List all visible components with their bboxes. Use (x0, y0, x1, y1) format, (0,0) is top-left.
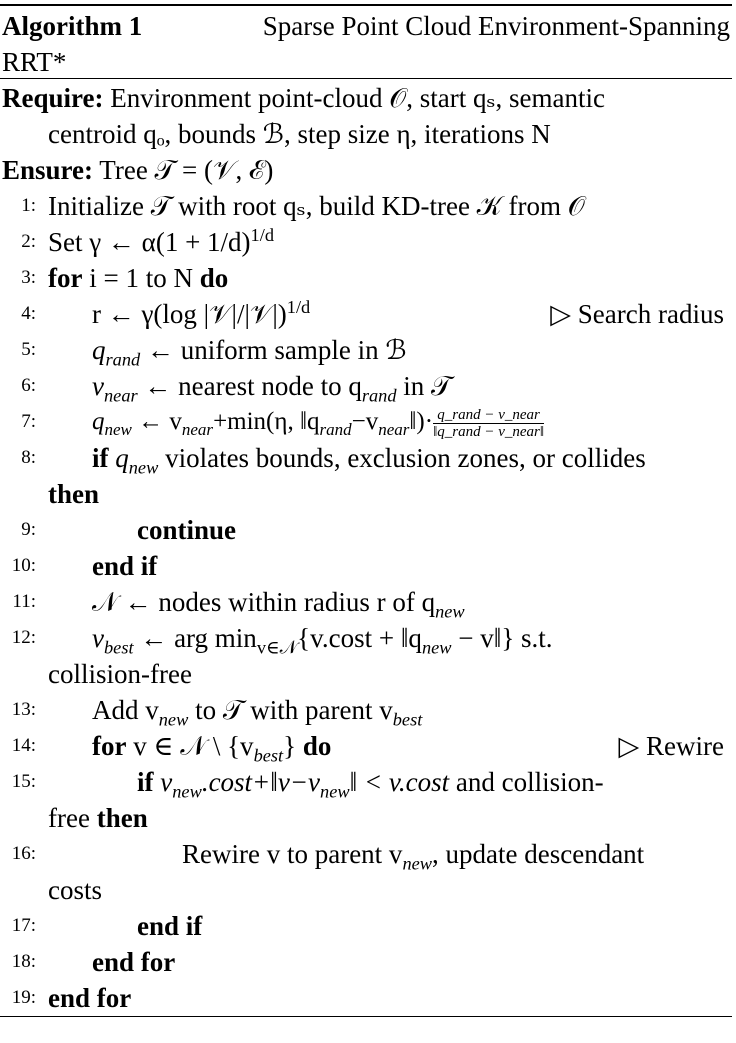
step-text (92, 620, 553, 656)
step-text: costs (48, 875, 102, 905)
sub: new (402, 853, 433, 874)
text: r ← γ(log |𝒱|/|𝒱|) (92, 299, 287, 329)
text: free (48, 803, 90, 833)
step-text (48, 260, 228, 296)
line-number: 10: (11, 555, 36, 576)
keyword: then (48, 479, 100, 509)
text: − v‖} s.t. (451, 623, 553, 653)
title-continuation: RRT* (2, 47, 67, 77)
keyword: do (199, 263, 229, 293)
line-number: 9: (21, 519, 36, 540)
step-text (92, 368, 452, 404)
text: i = 1 to N (89, 263, 193, 293)
numerator: q_rand − v_near (433, 407, 544, 424)
line-number: 6: (21, 375, 36, 396)
line-number: 15: (11, 771, 36, 792)
sub: best (392, 709, 423, 730)
text: Set γ ← α(1 + 1/d) (48, 227, 251, 257)
step-text (182, 836, 644, 872)
line-number: 16: (11, 843, 36, 864)
text: v ∈ 𝒩 \ {v (133, 731, 254, 761)
line-number: 11: (12, 591, 36, 612)
bottom-rule (0, 1016, 732, 1017)
var: q (92, 408, 105, 435)
line-number: 12: (11, 627, 36, 648)
algorithm-title: Sparse Point Cloud Environment-Spanning (262, 11, 730, 41)
text: ← uniform sample in ℬ (140, 335, 407, 365)
text: ‖)· (409, 408, 434, 435)
text: violates bounds, exclusion zones, or collides (158, 443, 646, 473)
caption-rule (0, 78, 732, 79)
line-number: 5: (21, 339, 36, 360)
sub: new (435, 601, 465, 622)
line-number: 19: (11, 987, 36, 1008)
sub: new (158, 709, 189, 730)
line-number: 3: (21, 267, 36, 288)
sub: near (378, 420, 410, 439)
keyword: end if (92, 551, 158, 581)
step-text (92, 584, 465, 620)
sub: best (103, 637, 134, 658)
step-text (92, 692, 422, 728)
text: in 𝒯 (396, 371, 452, 401)
keyword: end for (92, 947, 176, 977)
require-keyword: Require: (2, 83, 104, 113)
keyword: if (92, 443, 109, 473)
keyword: do (302, 731, 332, 761)
var: v (92, 623, 104, 653)
sub: rand (361, 385, 397, 406)
exponent: 1/d (286, 297, 311, 317)
sub: rand (105, 349, 141, 370)
line-number: 18: (11, 951, 36, 972)
step-text: collision-free (48, 659, 192, 689)
keyword: if (137, 767, 154, 797)
keyword: for (92, 731, 127, 761)
var: v (92, 371, 104, 401)
keyword: end if (137, 911, 203, 941)
sub: new (104, 420, 132, 439)
text: and collision- (449, 767, 604, 797)
step-text (92, 728, 331, 764)
text: Rewire v to parent v (182, 839, 403, 869)
text: −v (351, 408, 379, 435)
line-number: 4: (21, 303, 36, 324)
comment: ▷ Rewire (618, 731, 724, 761)
step-text (137, 764, 604, 800)
text: } (283, 731, 297, 761)
step-text (48, 224, 274, 260)
line-number: 7: (21, 411, 36, 432)
var: q (115, 443, 129, 473)
algorithm-label: Algorithm 1 (2, 11, 143, 41)
text: Add v (92, 695, 159, 725)
step-text (48, 800, 148, 836)
keyword: end for (48, 983, 132, 1013)
keyword: for (48, 263, 83, 293)
sub: new (421, 637, 452, 658)
line-number: 8: (21, 447, 36, 468)
line-number: 14: (11, 735, 36, 756)
line-number: 17: (11, 915, 36, 936)
keyword: then (96, 803, 148, 833)
text: ‖ < v.cost (349, 767, 450, 797)
sub: near (103, 385, 138, 406)
ensure-line (2, 152, 730, 188)
step-text (92, 332, 407, 368)
fraction (433, 407, 544, 440)
require-line (2, 80, 730, 116)
step-text (92, 296, 310, 332)
line-number: 1: (21, 195, 36, 216)
text: ← v (131, 408, 182, 435)
sub: new (320, 781, 350, 802)
line-number: 13: (11, 699, 36, 720)
sub: new (172, 781, 202, 802)
text: 𝒩 ← nodes within radius r of q (92, 587, 436, 617)
algorithm-title-line2 (2, 44, 730, 80)
keyword: continue (137, 515, 237, 545)
step-text (92, 440, 646, 476)
step-text (92, 404, 544, 440)
sub: near (181, 420, 214, 439)
step-text: Initialize 𝒯 with root qₛ, build KD-tree 𝒦 from 𝒪 (48, 191, 585, 221)
text: +min(η, ‖q (213, 408, 320, 435)
sub: v∈𝒩 (256, 637, 298, 658)
var: q (92, 335, 106, 365)
var: v (160, 767, 173, 797)
require-text-2: centroid qₒ, bounds ℬ, step size η, iterations N (48, 119, 551, 149)
ensure-text: Tree 𝒯 = (𝒱, ℰ) (99, 155, 274, 185)
exponent: 1/d (250, 225, 275, 245)
algorithm-caption (2, 8, 730, 44)
text: {v.cost + ‖q (297, 623, 422, 653)
comment: ▷ Search radius (550, 299, 724, 329)
text: ← arg min (133, 623, 257, 653)
text: to 𝒯 with parent v (188, 695, 393, 725)
require-text: Environment point-cloud 𝒪, start qₛ, semantic (110, 83, 606, 113)
denominator: ‖q_rand − v_near‖ (433, 423, 545, 440)
line-number: 2: (21, 231, 36, 252)
sub: new (128, 457, 159, 478)
sub: rand (319, 420, 352, 439)
text: , update descendant (432, 839, 645, 869)
ensure-keyword: Ensure: (2, 155, 94, 185)
text: .cost+‖v−v (201, 767, 321, 797)
top-rule (0, 4, 732, 6)
text: ← nearest node to q (137, 371, 362, 401)
sub: best (253, 745, 284, 766)
